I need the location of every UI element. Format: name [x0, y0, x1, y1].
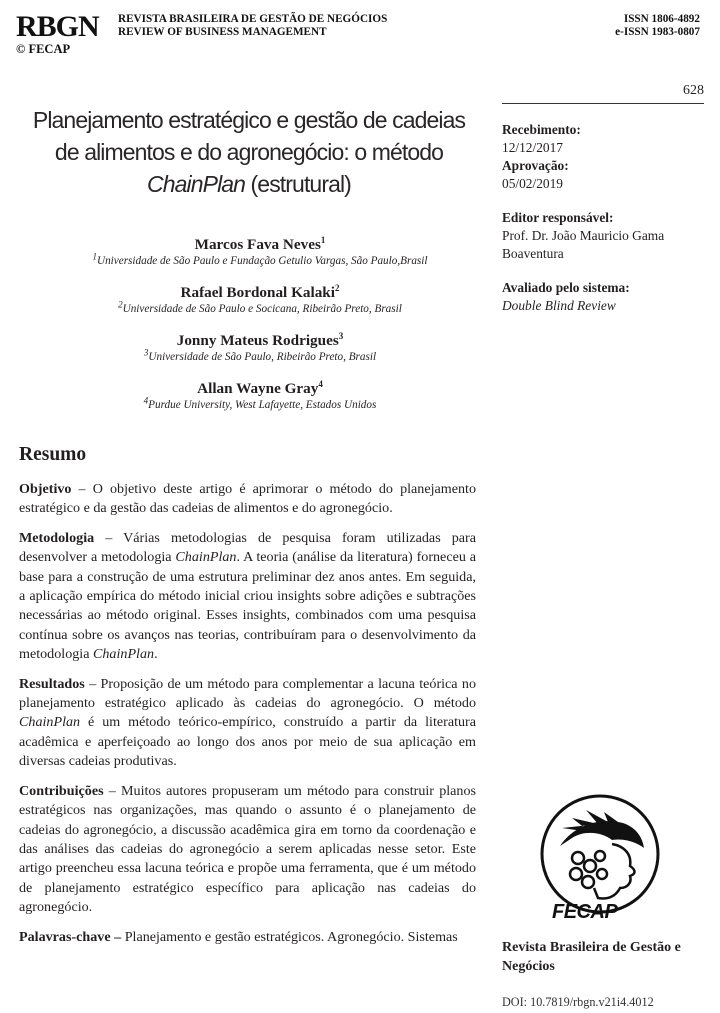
- journal-title-en: REVIEW OF BUSINESS MANAGEMENT: [118, 25, 327, 38]
- author-entry: [40, 332, 480, 365]
- abstract-objective: Objetivo – O objetivo deste artigo é aprimorar o método do planejamento estratégico e da gestão das cadeias de alimentos e do agronegócio.: [19, 481, 476, 517]
- review-label: Avaliado pelo sistema:: [502, 280, 630, 295]
- abstract-results: Resultados – Proposição de um método para complementar a lacuna teórica no planejamento estratégico aplicado às cadeias do agronegócio. O método ChainPlan é um método teórico-empírico, construído a partir da literatura acadêmica e aperfeiçoado ao longo dos anos por meio de sua aplicação em diversas cadeias produtivas.: [19, 675, 476, 770]
- author-list: [40, 236, 480, 428]
- title-chainplan: ChainPlan: [147, 171, 246, 197]
- author-affiliation: $^2$Universidade de São Paulo e Socicana, Ribeirão Preto, Brasil: [118, 299, 402, 315]
- received-date: 12/12/2017: [502, 140, 564, 155]
- title-line-2: de alimentos e do agronegócio: o método: [54, 139, 444, 165]
- issn-block: [615, 13, 700, 38]
- author-name: Rafael Bordonal Kalaki$^2$: [180, 282, 340, 301]
- abstract-methodology: Metodologia – Várias metodologias de pesquisa foram utilizadas para desenvolver a metodologia ChainPlan. A teoria (análise da literatura) forneceu a base para a construção de uma estrutura preliminar dez anos antes. Em seguida, a aplicação empírica do método inicial criou insights sobre adições e subtrações necessárias ao método original. Esses insights, combinados com uma pesquisa contínua sobre os avanços nas teorias, contribuíram para o desenvolvimento da metodologia ChainPlan.: [19, 529, 476, 663]
- author-entry: [40, 284, 480, 317]
- abstract-keywords: Palavras-chave – Planejamento e gestão estratégicos. Agronegócio. Sistemas: [19, 928, 458, 945]
- journal-title-pt: REVISTA BRASILEIRA DE GESTÃO DE NEGÓCIOS: [118, 13, 388, 25]
- issn: ISSN 1806-4892: [623, 13, 700, 25]
- title-line-3: [18, 168, 480, 200]
- doi-link[interactable]: DOI: 10.7819/rbgn.v21i4.4012: [502, 995, 654, 1009]
- page-number: 628: [683, 83, 704, 98]
- author-entry: [40, 380, 480, 413]
- received-label: Recebimento:: [502, 122, 581, 137]
- article-metadata-sidebar: [502, 121, 714, 315]
- eissn: e-ISSN 1983-0807: [615, 25, 700, 38]
- author-entry: [40, 236, 480, 269]
- author-affiliation: $^1$Universidade de São Paulo e Fundação Getulio Vargas, São Paulo,Brasil: [92, 251, 428, 267]
- journal-title: [118, 13, 387, 38]
- abstract-contributions: Contribuições – Muitos autores propuseram um método para construir planos estratégicos nas organizações, mas quando o assunto é o planejamento de cadeias do agronegócio, a discussão acadêmica gira em torno da coordenação e das análises das cadeias do agronegócio a serem aplicadas nesse setor. Este artigo preencheu essa lacuna teórica e propõe uma ferramenta, que é um método de planejamento estratégico específico para aplicação nas cadeias do agronegócio.: [19, 782, 476, 916]
- journal-name-footer: Revista Brasileira de Gestão e Negócios: [502, 940, 681, 974]
- author-name: Allan Wayne Gray$^4$: [197, 378, 323, 397]
- editor-label: Editor responsável:: [502, 210, 614, 225]
- author-affiliation: $^3$Universidade de São Paulo, Ribeirão Preto, Brasil: [143, 347, 377, 363]
- approved-date: 05/02/2019: [502, 176, 564, 191]
- article-title: [18, 104, 480, 200]
- author-affiliation: $^4$Purdue University, West Lafayette, Estados Unidos: [143, 395, 377, 411]
- title-line-1: Planejamento estratégico e gestão de cadeias: [32, 107, 466, 133]
- author-name: Marcos Fava Neves$^1$: [194, 234, 326, 253]
- review-system: Double Blind Review: [502, 298, 616, 313]
- title-line-3-rest: (estrutural): [245, 171, 351, 197]
- fecap-logo-text: FECAP: [552, 901, 618, 923]
- abstract-heading: Resumo: [19, 444, 87, 465]
- journal-logo-rbgn: RBGN: [16, 10, 99, 43]
- editor-name: Prof. Dr. João Mauricio Gama Boaventura: [502, 228, 665, 261]
- copyright-text: © FECAP: [16, 42, 71, 56]
- header-rule: [502, 103, 704, 104]
- approved-label: Aprovação:: [502, 158, 569, 173]
- author-name: Jonny Mateus Rodrigues$^3$: [176, 330, 344, 349]
- abstract-body: [19, 480, 476, 957]
